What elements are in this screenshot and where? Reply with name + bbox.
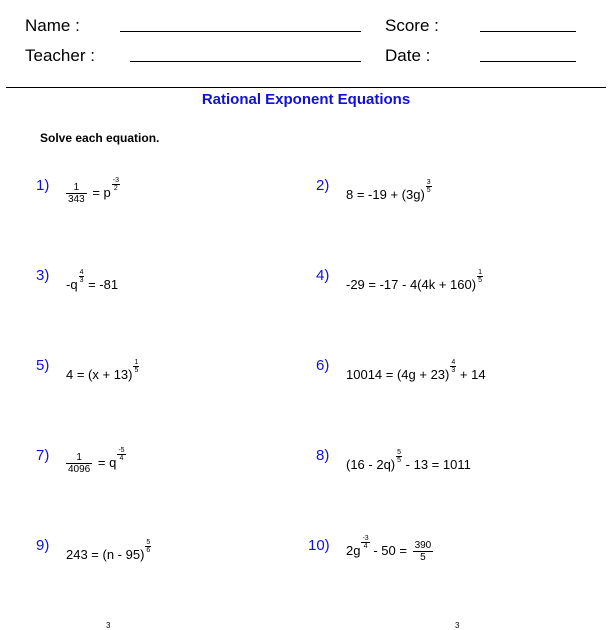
- date-label: Date :: [385, 46, 431, 65]
- problem-2-equation: 8 = -19 + (3g) $\frac{3}{5}$: [346, 179, 431, 202]
- problem-8-exponent: $\frac{5}{5}$: [397, 449, 402, 464]
- problem-10-exponent: $\frac{-3}{4}$: [362, 535, 369, 550]
- problem-8-equation: (16 - 2q) $\frac{5}{5}$ - 13 = 1011: [346, 449, 471, 472]
- problem-7-lhs-fraction: $\frac{1}{4096}$: [68, 452, 91, 476]
- problem-9-exponent: $\frac{5}{6}$: [146, 539, 151, 554]
- instructions: Solve each equation.: [40, 131, 160, 145]
- teacher-field[interactable]: [130, 61, 361, 62]
- problem-5-number: 5): [36, 357, 50, 374]
- problem-7-equation: $\frac{1}{4096}$ = q $\frac{-5}{4}$: [68, 447, 125, 476]
- problem-7-exponent: $\frac{-5}{4}$: [118, 447, 125, 462]
- problem-4-exponent: $\frac{1}{5}$: [478, 269, 482, 284]
- problem-5-exponent: $\frac{1}{5}$: [134, 359, 139, 374]
- problem-6-number: 6): [316, 357, 330, 374]
- problem-3-equation: -q $\frac{4}{3}$ = -81: [66, 269, 119, 292]
- problem-9-equation: 243 = (n - 95) $\frac{5}{6}$: [66, 539, 151, 562]
- score-label: Score :: [385, 16, 439, 35]
- problem-6-exponent: $\frac{4}{3}$: [451, 359, 456, 374]
- problem-10-number: 10): [308, 537, 330, 554]
- problem-4-number: 4): [316, 267, 330, 284]
- problem-7-number: 7): [36, 447, 50, 464]
- problem-5-equation: 4 = (x + 13) $\frac{1}{5}$: [66, 359, 139, 382]
- problem-3-number: 3): [36, 267, 50, 284]
- problem-4-equation: -29 = -17 - 4(4k + 160) $\frac{1}{5}$: [346, 269, 482, 292]
- problem-1-lhs-fraction: $\frac{1}{343}$: [68, 182, 85, 206]
- score-field[interactable]: [480, 31, 576, 32]
- header-divider: [6, 87, 606, 88]
- name-field[interactable]: [120, 31, 361, 32]
- problem-1-equation: $\frac{1}{343}$ = p $\frac{-3}{2}$: [68, 177, 119, 206]
- problem-8-number: 8): [316, 447, 330, 464]
- problem-3-exponent: $\frac{4}{3}$: [79, 269, 84, 284]
- worksheet-title: Rational Exponent Equations: [201, 91, 411, 108]
- problem-2-exponent: $\frac{3}{5}$: [426, 179, 431, 194]
- problem-9-number: 9): [36, 537, 50, 554]
- date-field[interactable]: [480, 61, 576, 62]
- problem-10-equation: 2g $\frac{-3}{4}$ - 50 = $\frac{390}{5}$: [346, 535, 432, 564]
- problem-6-equation: 10014 = (4g + 23) $\frac{4}{3}$ + 14: [346, 359, 486, 382]
- footer-right-number: 3: [455, 621, 460, 630]
- problem-1-number: 1): [36, 177, 50, 194]
- problem-1-exponent: $\frac{-3}{2}$: [112, 177, 119, 192]
- footer-left-number: 3: [106, 621, 111, 630]
- teacher-label: Teacher :: [25, 46, 95, 65]
- problem-10-rhs-fraction: $\frac{390}{5}$: [414, 540, 432, 564]
- problem-2-number: 2): [316, 177, 330, 194]
- name-label: Name :: [25, 16, 80, 35]
